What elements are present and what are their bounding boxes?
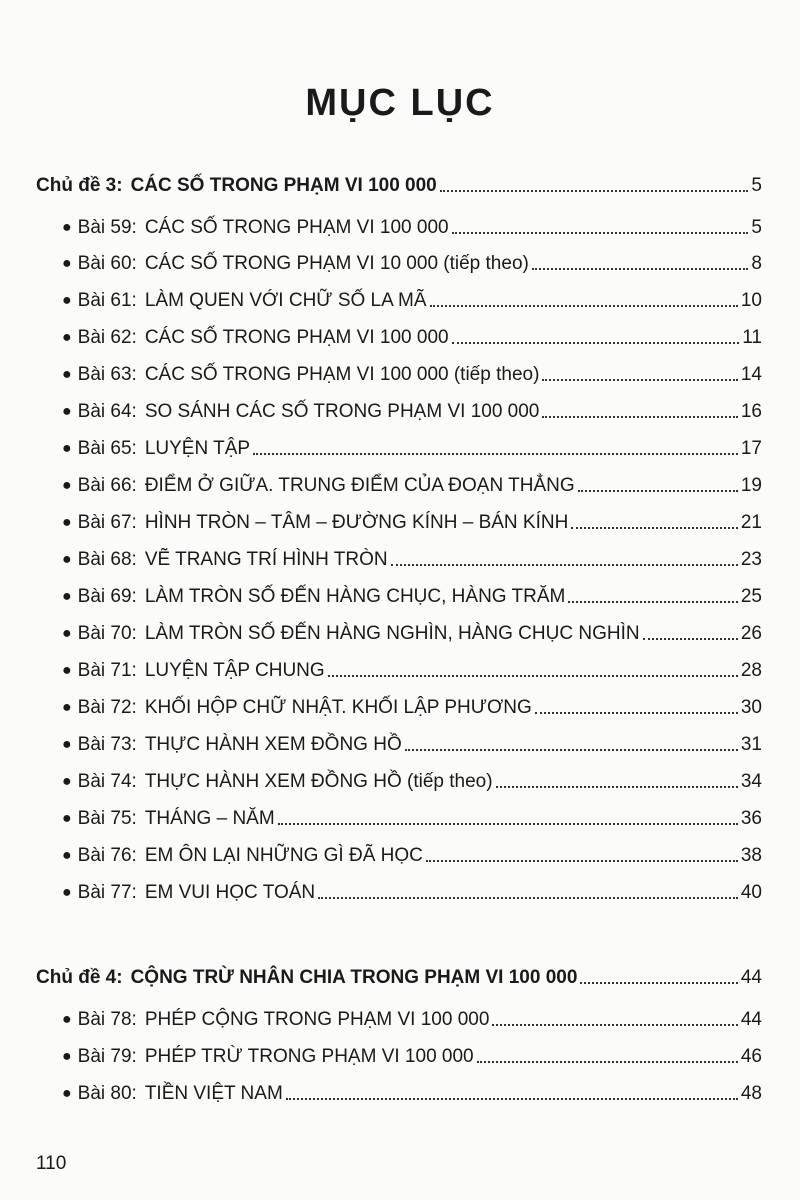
lesson-title: PHÉP CỘNG TRONG PHẠM VI 100 000 bbox=[144, 1009, 490, 1030]
lesson-prefix: Bài 66: bbox=[77, 475, 137, 496]
lesson-title: CÁC SỐ TRONG PHẠM VI 100 000 bbox=[144, 327, 449, 348]
dot-leader bbox=[542, 379, 737, 381]
bullet-icon: ● bbox=[62, 736, 72, 753]
toc-lesson-72[interactable] bbox=[0, 685, 800, 719]
page-ref: 16 bbox=[740, 401, 762, 422]
bullet-icon: ● bbox=[62, 366, 72, 383]
chapter-title: CỘNG TRỪ NHÂN CHIA TRONG PHẠM VI 100 000 bbox=[130, 967, 578, 988]
bullet-icon: ● bbox=[62, 662, 72, 679]
dot-leader bbox=[430, 305, 738, 307]
dot-leader bbox=[643, 638, 738, 640]
toc-lesson-68[interactable] bbox=[0, 537, 800, 571]
toc-lesson-70[interactable] bbox=[0, 611, 800, 645]
bullet-icon: ● bbox=[62, 477, 72, 494]
toc-lesson-79[interactable] bbox=[0, 1034, 800, 1068]
lesson-prefix: Bài 74: bbox=[77, 771, 137, 792]
page-ref: 44 bbox=[740, 1009, 762, 1030]
lesson-prefix: Bài 59: bbox=[77, 217, 137, 238]
lesson-prefix: Bài 76: bbox=[77, 845, 137, 866]
bullet-icon: ● bbox=[62, 847, 72, 864]
lesson-prefix: Bài 71: bbox=[77, 660, 137, 681]
bullet-icon: ● bbox=[62, 219, 72, 236]
page-ref: 38 bbox=[740, 845, 762, 866]
bullet-icon: ● bbox=[62, 884, 72, 901]
bullet-icon: ● bbox=[62, 551, 72, 568]
toc-lesson-64[interactable] bbox=[0, 389, 800, 423]
bullet-icon: ● bbox=[62, 588, 72, 605]
lesson-prefix: Bài 72: bbox=[77, 697, 137, 718]
page-ref: 48 bbox=[740, 1083, 762, 1104]
lesson-prefix: Bài 67: bbox=[77, 512, 137, 533]
toc-lesson-59[interactable] bbox=[0, 205, 800, 239]
toc-chapter-3[interactable] bbox=[0, 163, 800, 197]
page-ref: 11 bbox=[742, 327, 762, 348]
bullet-icon: ● bbox=[62, 514, 72, 531]
page-title: MỤC LỤC bbox=[305, 82, 495, 124]
lesson-title: ĐIỂM Ở GIỮA. TRUNG ĐIỂM CỦA ĐOẠN THẲNG bbox=[144, 475, 575, 496]
dot-leader bbox=[535, 712, 738, 714]
chapter-prefix: Chủ đề 3: bbox=[36, 175, 123, 196]
toc-lesson-60[interactable] bbox=[0, 241, 800, 275]
toc-lesson-78[interactable] bbox=[0, 997, 800, 1031]
page-ref: 8 bbox=[751, 253, 762, 274]
toc-lesson-77[interactable] bbox=[0, 870, 800, 904]
bullet-icon: ● bbox=[62, 1085, 72, 1102]
toc-lesson-61[interactable] bbox=[0, 278, 800, 312]
bullet-icon: ● bbox=[62, 255, 72, 272]
dot-leader bbox=[278, 823, 738, 825]
lesson-title: SO SÁNH CÁC SỐ TRONG PHẠM VI 100 000 bbox=[144, 401, 540, 422]
page-ref: 46 bbox=[740, 1046, 762, 1067]
page-number: 110 bbox=[36, 1153, 67, 1174]
bullet-icon: ● bbox=[62, 699, 72, 716]
lesson-prefix: Bài 80: bbox=[77, 1083, 137, 1104]
lesson-prefix: Bài 79: bbox=[77, 1046, 137, 1067]
chapter-prefix: Chủ đề 4: bbox=[36, 967, 123, 988]
page-ref: 14 bbox=[740, 364, 762, 385]
lesson-prefix: Bài 62: bbox=[77, 327, 137, 348]
page-ref: 17 bbox=[740, 438, 762, 459]
lesson-prefix: Bài 73: bbox=[77, 734, 137, 755]
lesson-prefix: Bài 65: bbox=[77, 438, 137, 459]
lesson-prefix: Bài 69: bbox=[77, 586, 137, 607]
dot-leader bbox=[542, 416, 737, 418]
lesson-title: VẼ TRANG TRÍ HÌNH TRÒN bbox=[144, 549, 388, 570]
bullet-icon: ● bbox=[62, 810, 72, 827]
lesson-title: CÁC SỐ TRONG PHẠM VI 100 000 bbox=[144, 217, 449, 238]
page-ref: 36 bbox=[740, 808, 762, 829]
dot-leader bbox=[532, 268, 749, 270]
page-ref: 34 bbox=[740, 771, 762, 792]
toc-lesson-67[interactable] bbox=[0, 500, 800, 534]
dot-leader bbox=[328, 675, 738, 677]
dot-leader bbox=[426, 860, 738, 862]
toc-lesson-66[interactable] bbox=[0, 463, 800, 497]
lesson-title: LÀM TRÒN SỐ ĐẾN HÀNG NGHÌN, HÀNG CHỤC NGHÌN bbox=[144, 623, 640, 644]
lesson-title: KHỐI HỘP CHỮ NHẬT. KHỐI LẬP PHƯƠNG bbox=[144, 697, 532, 718]
toc-lesson-63[interactable] bbox=[0, 352, 800, 386]
toc-lesson-65[interactable] bbox=[0, 426, 800, 460]
dot-leader bbox=[253, 453, 738, 455]
toc-lesson-74[interactable] bbox=[0, 759, 800, 793]
lesson-prefix: Bài 64: bbox=[77, 401, 137, 422]
page-ref: 21 bbox=[740, 512, 762, 533]
lesson-title: LÀM TRÒN SỐ ĐẾN HÀNG CHỤC, HÀNG TRĂM bbox=[144, 586, 566, 607]
dot-leader bbox=[477, 1061, 738, 1063]
lesson-prefix: Bài 78: bbox=[77, 1009, 137, 1030]
toc-lesson-69[interactable] bbox=[0, 574, 800, 608]
lesson-title: THÁNG – NĂM bbox=[144, 808, 275, 829]
toc-lesson-80[interactable] bbox=[0, 1071, 800, 1105]
page-ref: 31 bbox=[740, 734, 762, 755]
dot-leader bbox=[286, 1098, 738, 1100]
page-ref: 5 bbox=[751, 217, 762, 238]
lesson-title: THỰC HÀNH XEM ĐỒNG HỒ bbox=[144, 734, 402, 755]
toc-lesson-76[interactable] bbox=[0, 833, 800, 867]
dot-leader bbox=[318, 897, 738, 899]
page-ref: 44 bbox=[740, 967, 762, 988]
lesson-prefix: Bài 70: bbox=[77, 623, 137, 644]
bullet-icon: ● bbox=[62, 773, 72, 790]
lesson-prefix: Bài 75: bbox=[77, 808, 137, 829]
bullet-icon: ● bbox=[62, 1011, 72, 1028]
chapter-title: CÁC SỐ TRONG PHẠM VI 100 000 bbox=[130, 175, 437, 196]
page-ref: 5 bbox=[751, 175, 762, 196]
page-ref: 19 bbox=[740, 475, 762, 496]
lesson-title: EM VUI HỌC TOÁN bbox=[144, 882, 316, 903]
toc-lesson-71[interactable] bbox=[0, 648, 800, 682]
dot-leader bbox=[568, 601, 738, 603]
dot-leader bbox=[571, 527, 738, 529]
bullet-icon: ● bbox=[62, 292, 72, 309]
bullet-icon: ● bbox=[62, 1048, 72, 1065]
lesson-title: THỰC HÀNH XEM ĐỒNG HỒ (tiếp theo) bbox=[144, 771, 493, 792]
lesson-title: LUYỆN TẬP CHUNG bbox=[144, 660, 325, 681]
dot-leader bbox=[452, 342, 740, 344]
page-ref: 10 bbox=[740, 290, 762, 311]
dot-leader bbox=[580, 982, 737, 984]
lesson-prefix: Bài 77: bbox=[77, 882, 137, 903]
lesson-title: LÀM QUEN VỚI CHỮ SỐ LA MÃ bbox=[144, 290, 427, 311]
dot-leader bbox=[391, 564, 738, 566]
dot-leader bbox=[492, 1024, 737, 1026]
dot-leader bbox=[496, 786, 738, 788]
toc-chapter-4[interactable] bbox=[0, 955, 800, 989]
lesson-prefix: Bài 61: bbox=[77, 290, 137, 311]
toc-lesson-73[interactable] bbox=[0, 722, 800, 756]
dot-leader bbox=[440, 190, 749, 192]
bullet-icon: ● bbox=[62, 625, 72, 642]
dot-leader bbox=[405, 749, 738, 751]
lesson-title: LUYỆN TẬP bbox=[144, 438, 251, 459]
lesson-title: CÁC SỐ TRONG PHẠM VI 100 000 (tiếp theo) bbox=[144, 364, 540, 385]
toc-lesson-75[interactable] bbox=[0, 796, 800, 830]
page-ref: 40 bbox=[740, 882, 762, 903]
bullet-icon: ● bbox=[62, 329, 72, 346]
lesson-prefix: Bài 68: bbox=[77, 549, 137, 570]
page-ref: 26 bbox=[740, 623, 762, 644]
dot-leader bbox=[452, 232, 749, 234]
dot-leader bbox=[578, 490, 738, 492]
page-ref: 28 bbox=[740, 660, 762, 681]
lesson-title: HÌNH TRÒN – TÂM – ĐƯỜNG KÍNH – BÁN KÍNH bbox=[144, 512, 569, 533]
page-ref: 25 bbox=[740, 586, 762, 607]
bullet-icon: ● bbox=[62, 440, 72, 457]
lesson-title: TIỀN VIỆT NAM bbox=[144, 1083, 283, 1104]
lesson-title: CÁC SỐ TRONG PHẠM VI 10 000 (tiếp theo) bbox=[144, 253, 529, 274]
page-ref: 23 bbox=[740, 549, 762, 570]
page-ref: 30 bbox=[740, 697, 762, 718]
lesson-title: EM ÔN LẠI NHỮNG GÌ ĐÃ HỌC bbox=[144, 845, 423, 866]
bullet-icon: ● bbox=[62, 403, 72, 420]
lesson-title: PHÉP TRỪ TRONG PHẠM VI 100 000 bbox=[144, 1046, 474, 1067]
toc-lesson-62[interactable] bbox=[0, 315, 800, 349]
lesson-prefix: Bài 63: bbox=[77, 364, 137, 385]
lesson-prefix: Bài 60: bbox=[77, 253, 137, 274]
